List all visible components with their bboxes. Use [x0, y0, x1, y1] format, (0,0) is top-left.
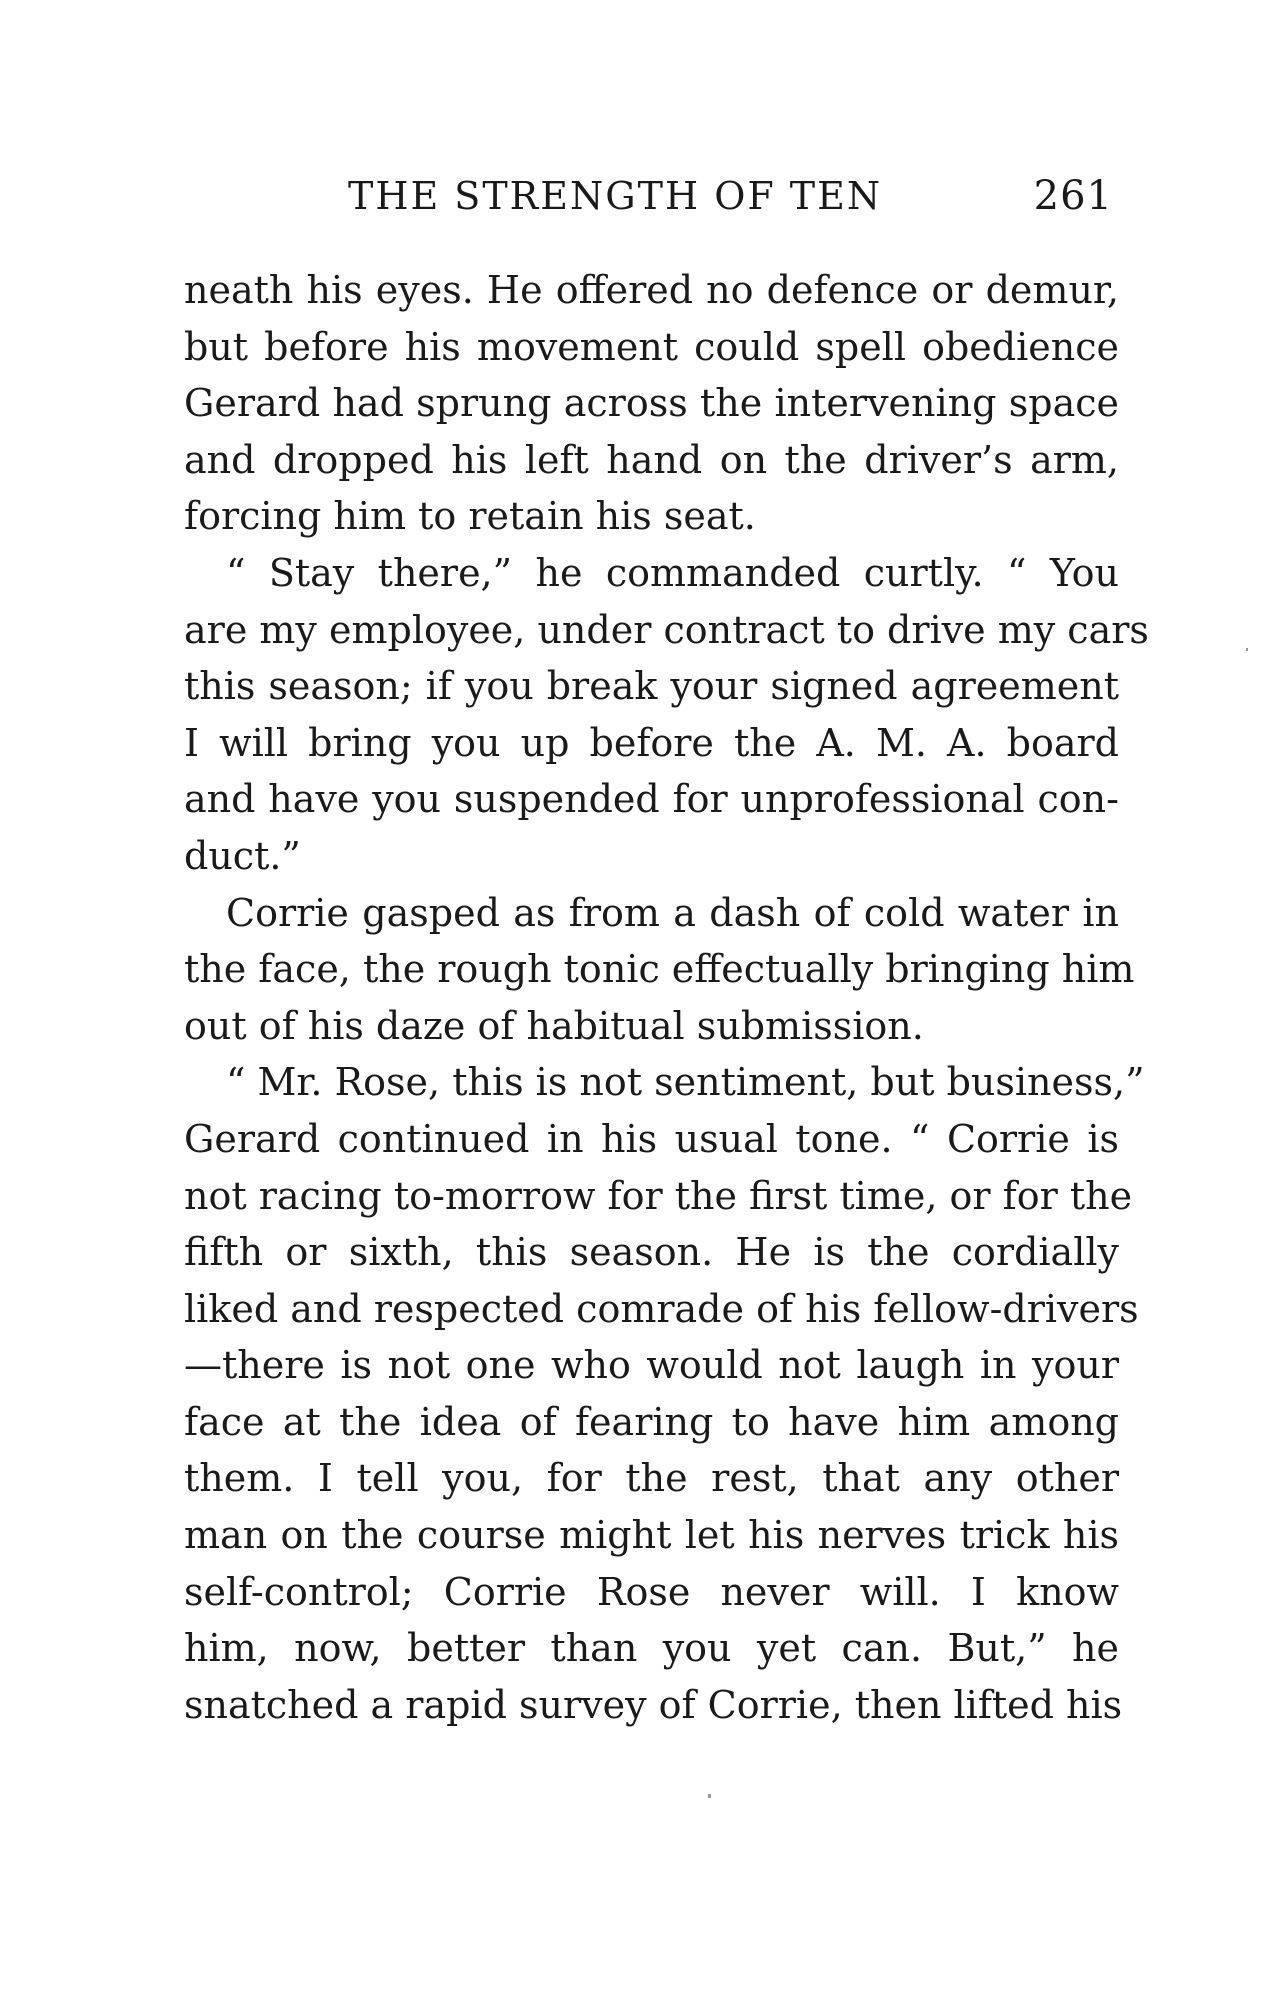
text-line: Corrie gasped as from a dash of cold water in — [226, 890, 1119, 935]
scan-speck — [708, 1794, 711, 1798]
text-line: but before his movement could spell obedience — [184, 324, 1119, 369]
running-title: THE STRENGTH OF TEN — [348, 174, 883, 218]
page-number: 261 — [1033, 173, 1113, 219]
text-line: Gerard had sprung across the intervening space — [184, 381, 1119, 426]
text-line: neath his eyes. He offered no defence or demur, — [184, 268, 1119, 312]
text-line: I will bring you up before the A. M. A. board — [184, 720, 1119, 765]
scan-speck — [1246, 648, 1248, 651]
running-head — [348, 172, 1113, 220]
text-line: “ Mr. Rose, this is not sentiment, but business,” — [226, 1060, 1145, 1105]
text-line: liked and respected comrade of his fellow-drivers — [184, 1286, 1139, 1331]
text-line: —there is not one who would not laugh in your — [184, 1343, 1119, 1388]
text-line: forcing him to retain his seat. — [184, 494, 756, 539]
text-line: out of his daze of habitual submission. — [184, 1003, 924, 1048]
text-line: are my employee, under contract to drive my cars — [184, 607, 1149, 652]
text-line: self-control; Corrie Rose never will. I know — [184, 1569, 1119, 1614]
body-text — [184, 262, 1149, 1733]
text-line: the face, the rough tonic effectually bringing him — [184, 947, 1135, 992]
text-line: not racing to-morrow for the first time, or for the — [184, 1173, 1133, 1218]
text-line: face at the idea of fearing to have him among — [184, 1399, 1119, 1444]
text-line: Gerard continued in his usual tone. “ Corrie is — [184, 1116, 1119, 1161]
text-line: and dropped his left hand on the driver’s arm, — [184, 437, 1119, 482]
text-line: duct.” — [184, 833, 301, 878]
text-line: this season; if you break your signed agreement — [184, 664, 1119, 709]
text-line: and have you suspended for unprofessional con- — [184, 777, 1119, 822]
text-line: them. I tell you, for the rest, that any other — [184, 1456, 1119, 1501]
text-line: fifth or sixth, this season. He is the cordially — [184, 1230, 1119, 1275]
text-line: man on the course might let his nerves trick his — [184, 1513, 1119, 1558]
text-line: snatched a rapid survey of Corrie, then lifted his — [184, 1682, 1123, 1727]
text-line: “ Stay there,” he commanded curtly. “ You — [226, 550, 1119, 595]
text-line: him, now, better than you yet can. But,” he — [184, 1626, 1119, 1671]
